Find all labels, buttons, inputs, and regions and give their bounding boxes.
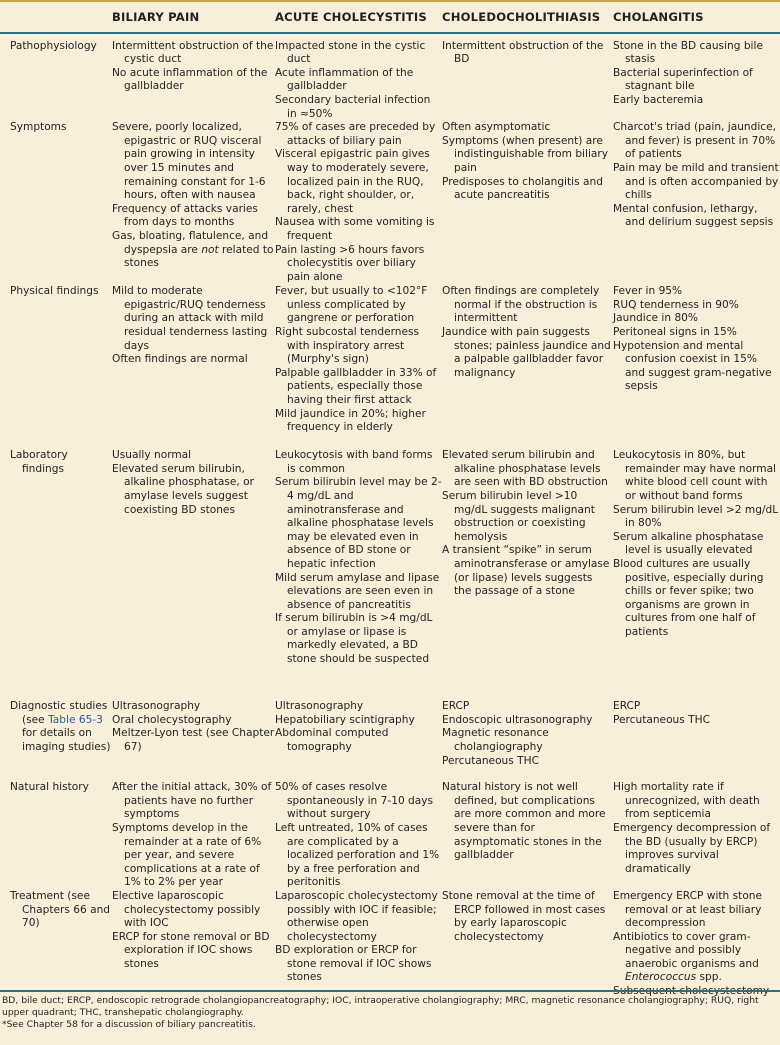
list-item: Oral cholecystography <box>112 713 232 726</box>
list-item: Mild serum amylase and lipase elevations are seen even in absence of pancreatitis <box>275 571 440 611</box>
text-segment: Antibiotics to cover gram-negative and possibly anaerobic organisms and <box>613 930 759 970</box>
list-item: Elevated serum bilirubin, alkaline phosphatase, or amylase levels suggest coexisting BD stones <box>112 462 254 516</box>
list-item: A transient “spike” in serum aminotransferase or amylase (or lipase) levels suggests the passage of a stone <box>442 544 610 598</box>
list-item: Percutaneous THC <box>442 754 539 767</box>
list-item: Hepatobiliary scintigraphy <box>275 713 415 726</box>
list-item: Laparoscopic cholecystectomy possibly with IOC if feasible; otherwise open cholecystectomy <box>275 889 438 943</box>
footnote-abbreviations: BD, bile duct; ERCP, endoscopic retrograde cholangiopancreatography; IOC, intraoperative cholangiography; MRC, magnetic resonance cholangiography; RUQ, right upper quadrant; THC, transhepatic cholangiography. <box>2 995 759 1018</box>
list-item: Bacterial superinfection of stagnant bile <box>613 66 753 93</box>
list-item: Often asymptomatic <box>442 121 551 134</box>
footnote-pancreatitis: *See Chapter 58 for a discussion of biliary pancreatitis. <box>2 1019 256 1030</box>
cell-choledocholithiasis <box>442 781 613 890</box>
list-item: Ultrasonography <box>112 700 201 713</box>
list-item: Nausea with some vomiting is frequent <box>275 216 435 242</box>
list-item: 75% of cases are preceded by attacks of biliary pain <box>275 121 436 147</box>
cell-cholangitis <box>613 890 780 999</box>
list-item: Serum bilirubin level >2 mg/dL in 80% <box>613 503 779 530</box>
list-item: Left untreated, 10% of cases are complicated by a localized perforation and 1% by a free perforation and peritonitis <box>275 821 440 889</box>
cell-choledocholithiasis <box>442 33 613 122</box>
list-item: Leukocytosis with band forms is common <box>275 449 433 475</box>
list-item: Mild to moderate epigastric/RUQ tenderness during an attack with mild residual tenderness lasting days <box>112 285 268 352</box>
text-segment: Diagnostic studies (see <box>10 700 108 726</box>
list-item: Fever, but usually to <102°F unless complicated by gangrene or perforation <box>275 285 428 325</box>
biliary-disease-comparison-table <box>0 2 780 999</box>
table-row <box>0 781 780 890</box>
list-item: Natural history is not well defined, but complications are more common and more severe than for asymptomatic stones in the gallbladder <box>442 781 606 862</box>
list-item: Serum alkaline phosphatase level is usually elevated <box>613 530 764 557</box>
list-item: Palpable gallbladder in 33% of patients, especially those having their first attack <box>275 366 437 406</box>
cell-acute-cholecystitis <box>275 781 442 890</box>
list-item: Early bacteremia <box>613 93 704 106</box>
list-item: Symptoms develop in the remainder at a rate of 6% per year, and severe complications at a rate of 1% to 2% per year <box>112 821 262 889</box>
list-item: 50% of cases resolve spontaneously in 7-10 days without surgery <box>275 781 434 821</box>
list-item: Visceral epigastric pain gives way to moderately severe, localized pain in the RUQ, back, right shoulder, or, rarely, chest <box>275 148 430 215</box>
row-label <box>0 700 112 781</box>
text-segment: for details on imaging studies) <box>22 727 111 753</box>
list-item: If serum bilirubin is >4 mg/dL or amylase or lipase is markedly elevated, a BD stone should be suspected <box>275 612 433 666</box>
list-item: Charcot's triad (pain, jaundice, and fever) is present in 70% of patients <box>613 121 777 161</box>
list-item: Frequency of attacks varies from days to months <box>112 202 258 229</box>
column-header-cholangitis: CHOLANGITIS <box>613 10 704 24</box>
list-item: Acute inflammation of the gallbladder <box>275 66 414 93</box>
row-label-text: Pathophysiology <box>10 39 97 52</box>
list-item: Often findings are completely normal if the obstruction is intermittent <box>442 285 600 325</box>
cell-biliary-pain <box>112 285 275 449</box>
cell-choledocholithiasis <box>442 700 613 781</box>
table-row <box>0 449 780 700</box>
row-label-text: Natural history <box>10 781 89 794</box>
list-item: Leukocytosis in 80%, but remainder may have normal white blood cell count with or without band forms <box>613 449 777 502</box>
list-item: Serum bilirubin level >10 mg/dL suggests malignant obstruction or coexisting hemolysis <box>442 489 595 543</box>
table-row <box>0 890 780 999</box>
table-row <box>0 121 780 285</box>
cell-cholangitis <box>613 285 780 449</box>
list-item: Right subcostal tenderness with inspiratory arrest (Murphy's sign) <box>275 325 420 366</box>
list-item: Emergency decompression of the BD (usually by ERCP) improves survival dramatically <box>613 821 771 875</box>
cell-biliary-pain <box>112 449 275 700</box>
cell-cholangitis <box>613 121 780 285</box>
footnotes <box>2 995 772 1031</box>
row-label-text: Treatment (see Chapters 66 and 70) <box>10 889 111 930</box>
list-item: Impacted stone in the cystic duct <box>275 39 426 66</box>
cell-choledocholithiasis <box>442 449 613 700</box>
list-item: Elective laparoscopic cholecystectomy possibly with IOC <box>112 889 261 930</box>
list-item: Usually normal <box>112 449 192 462</box>
row-label-text: Symptoms <box>10 121 67 134</box>
cell-biliary-pain <box>112 700 275 781</box>
column-header-choledocholithiasis: CHOLEDOCHOLITHIASIS <box>442 10 601 24</box>
row-label <box>0 890 112 999</box>
list-item: Jaundice with pain suggests stones; painless jaundice and a palpable gallbladder favor malignancy <box>442 325 611 379</box>
list-item: Stone in the BD causing bile stasis <box>613 39 763 66</box>
list-item: Elevated serum bilirubin and alkaline phosphatase levels are seen with BD obstruction <box>442 449 608 489</box>
list-item: Jaundice in 80% <box>613 312 698 325</box>
cell-cholangitis <box>613 781 780 890</box>
italic-text: Enterococcus <box>625 971 697 984</box>
list-item: RUQ tenderness in 90% <box>613 298 739 311</box>
list-item: Intermittent obstruction of the cystic duct <box>112 39 274 66</box>
list-item: Emergency ERCP with stone removal or at least biliary decompression <box>613 889 763 930</box>
cell-acute-cholecystitis <box>275 121 442 285</box>
text-segment: spp. <box>696 971 722 984</box>
row-label <box>0 449 112 700</box>
list-item: Often findings are normal <box>112 353 248 366</box>
list-item: High mortality rate if unrecognized, with death from septicemia <box>613 781 760 821</box>
list-item: After the initial attack, 30% of patients have no further symptoms <box>112 781 272 821</box>
column-header-biliary-pain: BILIARY PAIN <box>112 10 200 24</box>
list-item: Stone removal at the time of ERCP followed in most cases by early laparoscopic cholecystectomy <box>442 889 606 943</box>
list-item: Severe, poorly localized, epigastric or RUQ visceral pain growing in intensity over 15 minutes and remaining constant for 1-6 hours, often with nausea <box>112 121 266 202</box>
list-item: Ultrasonography <box>275 700 364 713</box>
table-row <box>0 700 780 781</box>
row-label-text: Laboratory findings <box>10 449 68 475</box>
list-item: Secondary bacterial infection in ≈50% <box>275 93 431 120</box>
list-item: Endoscopic ultrasonography <box>442 713 593 726</box>
cell-choledocholithiasis <box>442 121 613 285</box>
list-item: Blood cultures are usually positive, especially during chills or fever spike; two organisms are grown in cultures from one half of patients <box>613 557 764 638</box>
cell-choledocholithiasis <box>442 285 613 449</box>
list-item: Serum bilirubin level may be 2-4 mg/dL and aminotransferase and alkaline phosphatase levels may be elevated even in absence of BD stone or hepatic infection <box>275 476 442 570</box>
row-label <box>0 121 112 285</box>
cell-cholangitis <box>613 33 780 122</box>
cell-acute-cholecystitis <box>275 33 442 122</box>
list-item <box>112 230 275 271</box>
list-item: ERCP <box>442 700 470 713</box>
cell-acute-cholecystitis <box>275 700 442 781</box>
list-item <box>613 931 780 985</box>
cell-cholangitis <box>613 449 780 700</box>
list-item: ERCP for stone removal or BD exploration if IOC shows stones <box>112 930 270 970</box>
list-item: ERCP <box>613 700 641 713</box>
table-row <box>0 285 780 449</box>
list-item: Abdominal computed tomography <box>275 727 389 753</box>
cell-biliary-pain <box>112 781 275 890</box>
cell-acute-cholecystitis <box>275 285 442 449</box>
list-item: Percutaneous THC <box>613 713 710 726</box>
cell-biliary-pain <box>112 890 275 999</box>
cell-biliary-pain <box>112 33 275 122</box>
list-item: No acute inflammation of the gallbladder <box>112 66 268 93</box>
list-item: Meltzer-Lyon test (see Chapter 67) <box>112 727 275 753</box>
row-label <box>0 285 112 449</box>
table-reference-link[interactable]: Table 65-3 <box>48 713 103 726</box>
list-item: BD exploration or ERCP for stone removal if IOC shows stones <box>275 944 432 984</box>
list-item: Fever in 95% <box>613 285 683 298</box>
cell-cholangitis <box>613 700 780 781</box>
row-label <box>0 781 112 890</box>
bottom-rule <box>0 990 780 992</box>
text-segment: related to stones <box>124 243 274 270</box>
cell-acute-cholecystitis <box>275 890 442 999</box>
column-header-acute-cholecystitis: ACUTE CHOLECYSTITIS <box>275 10 427 24</box>
header-row <box>0 2 780 33</box>
row-label <box>0 33 112 122</box>
list-item: Mild jaundice in 20%; higher frequency in elderly <box>275 407 426 434</box>
list-item: Symptoms (when present) are indistinguishable from biliary pain <box>442 134 609 174</box>
list-item: Hypotension and mental confusion coexist in 15% and suggest gram-negative sepsis <box>613 339 772 393</box>
list-item: Predisposes to cholangitis and acute pancreatitis <box>442 175 603 202</box>
column-header-row-label <box>0 2 112 33</box>
italic-text: not <box>201 243 219 256</box>
list-item: Magnetic resonance cholangiography <box>442 727 549 753</box>
list-item: Intermittent obstruction of the BD <box>442 39 604 66</box>
row-label-text <box>10 700 112 754</box>
table-row <box>0 33 780 122</box>
cell-biliary-pain <box>112 121 275 285</box>
cell-acute-cholecystitis <box>275 449 442 700</box>
list-item: Mental confusion, lethargy, and delirium suggest sepsis <box>613 202 774 229</box>
list-item: Pain lasting >6 hours favors cholecystitis over biliary pain alone <box>275 243 425 283</box>
list-item: Peritoneal signs in 15% <box>613 325 737 338</box>
row-label-text: Physical findings <box>10 285 99 298</box>
cell-choledocholithiasis <box>442 890 613 999</box>
text-segment: Gas, bloating, flatulence, and dyspepsia are <box>112 229 269 256</box>
list-item: Pain may be mild and transient and is often accompanied by chills <box>613 161 779 202</box>
